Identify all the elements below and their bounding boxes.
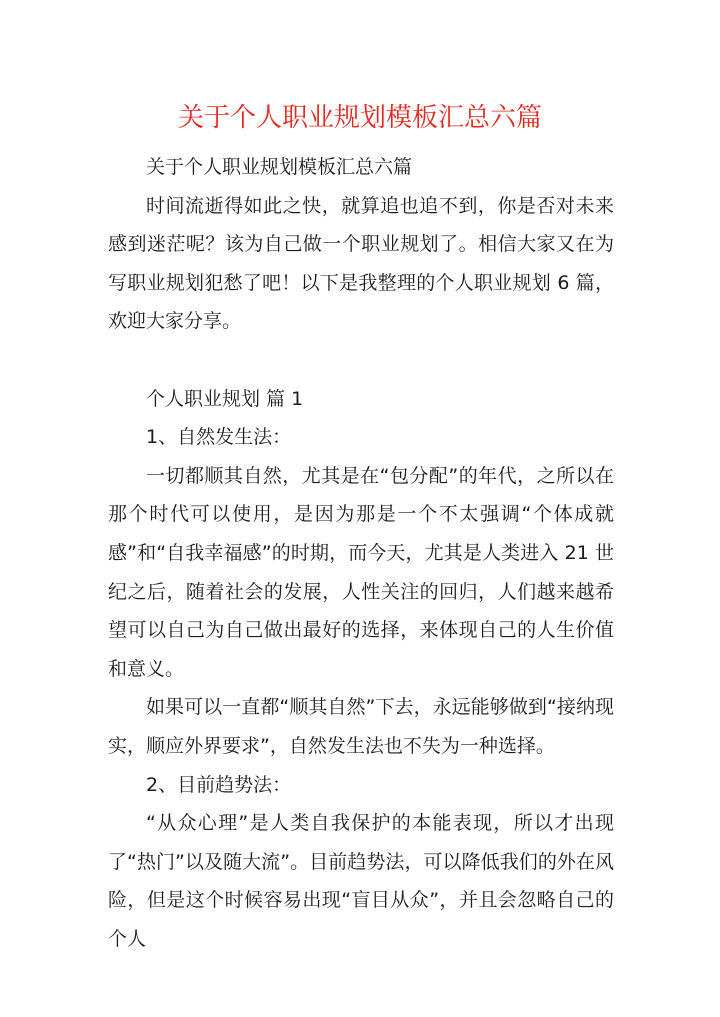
section-heading: 个人职业规划 篇 1 — [146, 387, 304, 410]
document-body — [108, 148, 614, 958]
document-title: 关于个人职业规划模板汇总六篇 — [177, 103, 542, 133]
method-1-paragraph-1: 一切都顺其自然，尤其是在“包分配”的年代，之所以在那个时代可以使用，是因为那是一个不太强调“个体成就感”和“自我幸福感”的时期，而今天，尤其是人类进入 21 世纪之后，随着社会的发展，人性关注的回归，人们越来越希望可以自己为自己做出最好的选择，来体现自己的人生价值和意义。 — [108, 464, 614, 680]
method-1-paragraph-2: 如果可以一直都“顺其自然”下去，永远能够做到“接纳现实，顺应外界要求”，自然发生法也不失为一种选择。 — [108, 696, 614, 757]
intro-paragraph: 时间流逝得如此之快，就算追也追不到，你是否对未来感到迷茫呢？该为自己做一个职业规划了。相信大家又在为写职业规划犯愁了吧！以下是我整理的个人职业规划 6 篇，欢迎大家分享。 — [108, 194, 614, 333]
method-heading-2: 2、目前趋势法： — [146, 773, 292, 796]
method-2-paragraph-1: “从众心理”是人类自我保护的本能表现，所以才出现了“热门”以及随大流”。目前趋势法，可以降低我们的外在风险，但是这个时候容易出现“盲目从众”，并且会忽略自己的个人 — [108, 812, 614, 950]
subtitle-paragraph: 关于个人职业规划模板汇总六篇 — [146, 156, 413, 178]
method-heading-1: 1、自然发生法： — [146, 426, 292, 449]
blank-line — [108, 341, 614, 380]
